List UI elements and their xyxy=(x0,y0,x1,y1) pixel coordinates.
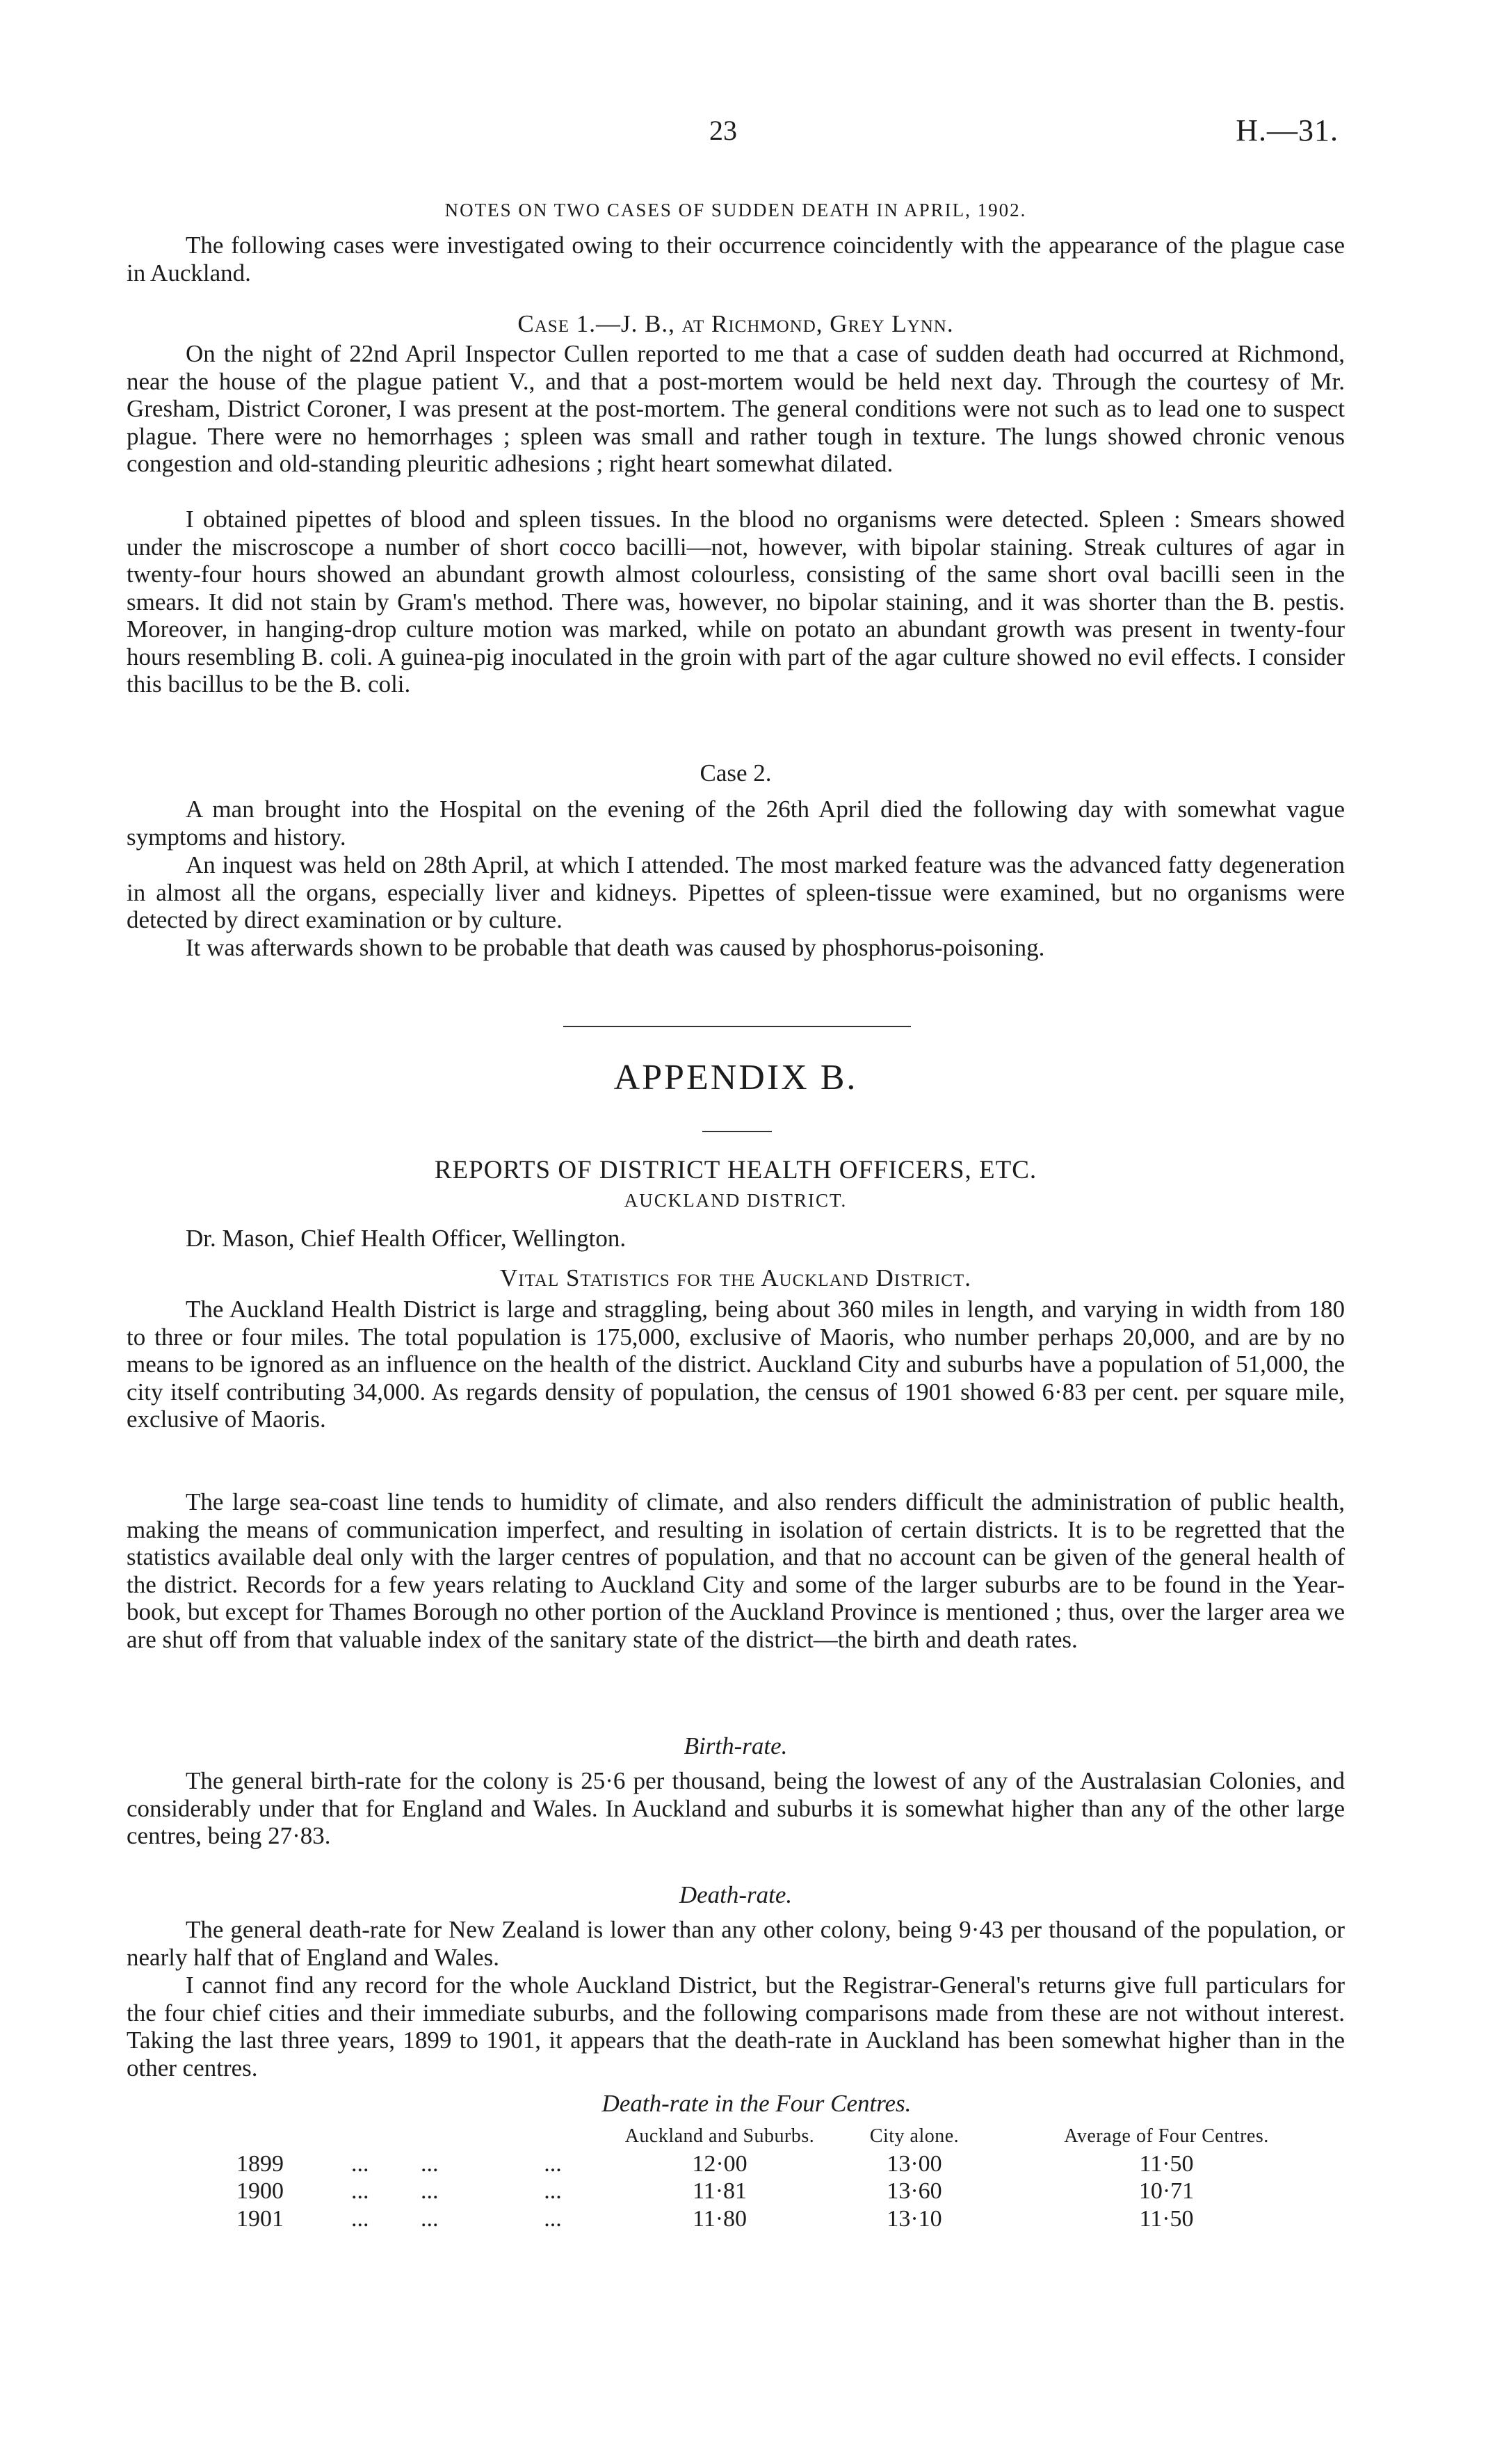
death-rate-para2: I cannot find any record for the whole Auckland District, but the Registrar-General's returns give full particulars for the four chief cities and their immediate suburbs, and the following comparisons made from these are not without interest. Taking the last three years, 1899 to 1901, it appears that the death-rate in Auckland has been somewhat higher than in the other centres. xyxy=(127,1972,1345,2081)
case2-para2: An inquest was held on 28th April, at which I attended. The most marked feature was the advanced fatty degeneration in almost all the organs, especially liver and kidneys. Pipettes of spleen-tissue were examined, but no organisms were detected by direct examination or by culture. xyxy=(127,851,1345,933)
cell-average: 11·50 xyxy=(1139,2205,1194,2232)
appendix-underline xyxy=(702,1131,772,1132)
case2-para1: A man brought into the Hospital on the evening of the 26th April died the following day with somewhat vague symptoms and history. xyxy=(127,796,1345,851)
notes-intro: The following cases were investigated owing to their occurrence coincidently with the appearance of the plague case in Auckland. xyxy=(127,232,1345,287)
case1-para2: I obtained pipettes of blood and spleen tissues. In the blood no organisms were detected. Spleen : Smears showed under the miscroscope a number of short cocco bacilli—not, however, with bipolar staining. Streak cultures of agar in twenty-four hours showed an abundant growth almost colourless, consisting of the same short oval bacilli seen in the smears. It did not stain by Gram's method. There was, however, no bipolar staining, and it was shorter than the B. pestis. Moreover, in hanging-drop culture motion was marked, while on potato an abundant growth was present in twenty-four hours resembling B. coli. A guinea-pig inoculated in the groin with part of the agar culture showed no evil effects. I consider this bacillus to be the B. coli. xyxy=(127,506,1345,698)
row-year: 1900 xyxy=(236,2178,284,2204)
case1-heading: Case 1.—J. B., at Richmond, Grey Lynn. xyxy=(517,310,954,337)
leader-dots: ... xyxy=(421,2150,439,2177)
cell-city-alone: 13·10 xyxy=(887,2205,942,2232)
section-divider xyxy=(563,1026,911,1027)
death-rate-table xyxy=(236,2123,1328,2232)
table-caption: Death-rate in the Four Centres. xyxy=(601,2090,912,2117)
death-rate-heading: Death-rate. xyxy=(679,1881,793,1908)
leader-dots: ... xyxy=(421,2205,439,2232)
table-row xyxy=(236,2177,1328,2205)
leader-dots: ... xyxy=(351,2178,369,2204)
leader-dots: ... xyxy=(544,2178,562,2204)
appendix-title: APPENDIX B. xyxy=(613,1058,858,1097)
notes-title: NOTES ON TWO CASES OF SUDDEN DEATH IN APRIL, 1902. xyxy=(444,200,1027,220)
vital-para1: The Auckland Health District is large and straggling, being about 360 miles in length, and varying in width from 180 to three or four miles. The total population is 175,000, exclusive of Maoris, who number perhaps 20,000, and are by no means to be ignored as an influence on the health of the district. Auckland City and suburbs have a population of 51,000, the city itself contributing 34,000. As regards density of population, the census of 1901 showed 6·83 per cent. per square mile, exclusive of Maoris. xyxy=(127,1296,1345,1433)
leader-dots: ... xyxy=(351,2150,369,2177)
case1-para1: On the night of 22nd April Inspector Cullen reported to me that a case of sudden death had occurred at Richmond, near the house of the plague patient V., and that a post-mortem would be held next day. Through the courtesy of Mr. Gresham, District Coroner, I was present at the post-mortem. The general conditions were not such as to lead one to suspect plague. There were no hemorrhages ; spleen was small and rather tough in texture. The lungs showed chronic venous congestion and old-standing pleuritic adhesions ; right heart somewhat dilated. xyxy=(127,340,1345,477)
cell-average: 10·71 xyxy=(1138,2178,1195,2204)
case2-para3: It was afterwards shown to be probable that death was caused by phosphorus-poisoning. xyxy=(186,934,1045,961)
death-rate-para1: The general death-rate for New Zealand is lower than any other colony, being 9·43 per thousand of the population, or nearly half that of England and Wales. xyxy=(127,1916,1345,1971)
addressee: Dr. Mason, Chief Health Officer, Wellington. xyxy=(186,1225,627,1252)
col-header-average: Average of Four Centres. xyxy=(1064,2125,1269,2147)
birth-rate-heading: Birth-rate. xyxy=(684,1732,788,1760)
birth-rate-para: The general birth-rate for the colony is 25·6 per thousand, being the lowest of any of the Australasian Colonies, and considerably under that for England and Wales. In Auckland and suburbs it is somewhat higher than any of the other large centres, being 27·83. xyxy=(127,1767,1345,1849)
page-number: 23 xyxy=(709,115,737,146)
vital-para2: The large sea-coast line tends to humidity of climate, and also renders difficult the administration of public health, making the means of communication imperfect, and resulting in isolation of certain districts. It is to be regretted that the statistics available deal only with the larger centres of population, and that no account can be given of the general health of the district. Records for a few years relating to Auckland City and some of the larger suburbs are to be found in the Year-book, but except for Thames Borough no other portion of the Auckland Province is mentioned ; thus, over the larger area we are shut off from that valuable index of the sanitary state of the district—the birth and death rates. xyxy=(127,1488,1345,1653)
district-heading: AUCKLAND DISTRICT. xyxy=(624,1190,848,1211)
leader-dots: ... xyxy=(351,2205,369,2232)
vital-statistics-heading: Vital Statistics for the Auckland District. xyxy=(500,1264,971,1291)
table-row xyxy=(236,2205,1328,2233)
col-header-auckland-suburbs: Auckland and Suburbs. xyxy=(624,2125,815,2147)
cell-auckland-suburbs: 11·81 xyxy=(692,2178,748,2204)
leader-dots: ... xyxy=(421,2178,439,2204)
leader-dots: ... xyxy=(544,2150,562,2177)
cell-average: 11·50 xyxy=(1139,2150,1194,2177)
cell-auckland-suburbs: 11·80 xyxy=(692,2205,748,2232)
table-row xyxy=(236,2150,1328,2178)
document-reference: H.—31. xyxy=(1236,113,1339,147)
cell-auckland-suburbs: 12·00 xyxy=(692,2150,748,2177)
cell-city-alone: 13·60 xyxy=(887,2178,942,2204)
leader-dots: ... xyxy=(544,2205,562,2232)
cell-city-alone: 13·00 xyxy=(887,2150,942,2177)
row-year: 1901 xyxy=(236,2205,284,2232)
appendix-subtitle: REPORTS OF DISTRICT HEALTH OFFICERS, ETC. xyxy=(434,1156,1037,1184)
col-header-city-alone: City alone. xyxy=(869,2125,960,2147)
case2-heading: Case 2. xyxy=(700,759,772,787)
row-year: 1899 xyxy=(236,2150,284,2177)
table-header-row xyxy=(236,2123,1328,2150)
